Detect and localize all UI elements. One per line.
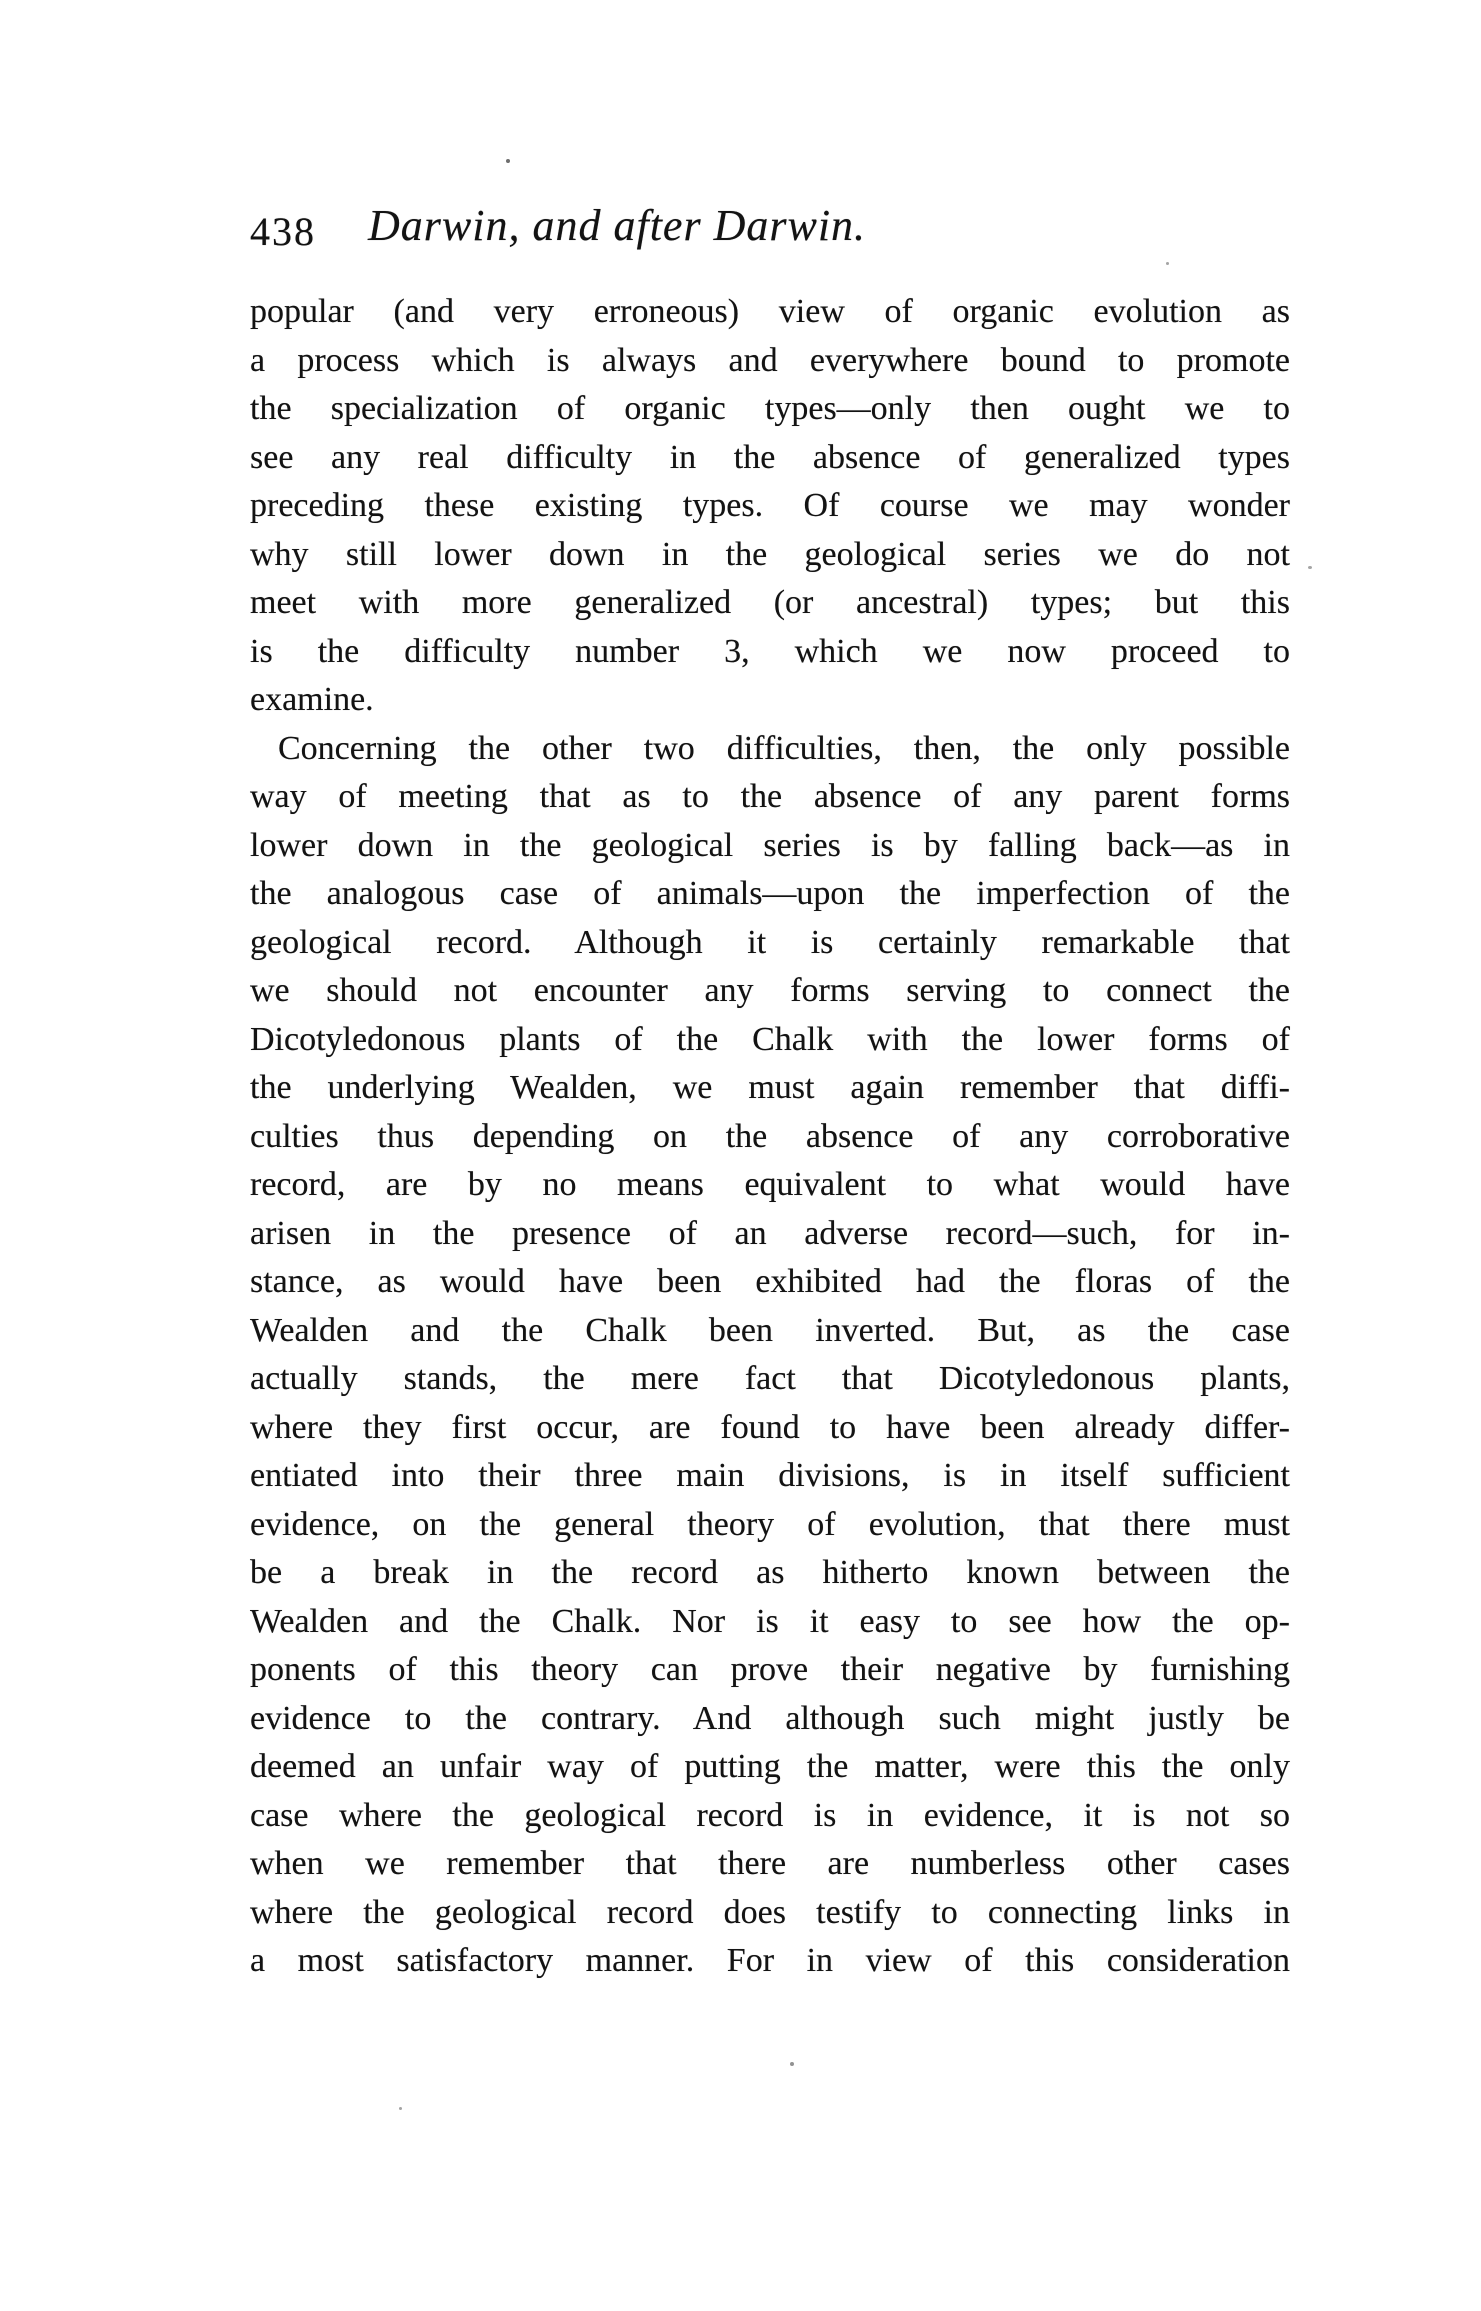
text-line: the underlying Wealden, we must again remember that diffi- <box>250 1069 1290 1106</box>
scan-speck <box>399 2107 402 2110</box>
text-line: entiated into their three main divisions, is in itself sufficient <box>250 1457 1290 1494</box>
text-block <box>250 288 1290 1986</box>
text-line: Wealden and the Chalk been inverted. But, as the case <box>250 1311 1290 1349</box>
text-line: is the difficulty number 3, which we now proceed to <box>250 632 1290 670</box>
text-line: evidence to the contrary. And although such might justly be <box>250 1699 1290 1737</box>
text-line: arisen in the presence of an adverse record—such, for in- <box>250 1214 1290 1252</box>
running-title: Darwin, and after Darwin. <box>368 201 867 250</box>
text-line: where the geological record does testify to connecting links in <box>250 1893 1290 1931</box>
scan-speck <box>1166 262 1169 265</box>
text-line: when we remember that there are numberless other cases <box>250 1845 1290 1882</box>
text-line: preceding these existing types. Of course we may wonder <box>250 487 1290 524</box>
text-line: Dicotyledonous plants of the Chalk with the lower forms of <box>250 1020 1290 1058</box>
text-line: way of meeting that as to the absence of any parent forms <box>250 778 1290 815</box>
text-line: lower down in the geological series is by falling back—as in <box>250 826 1290 864</box>
text-line: evidence, on the general theory of evolution, that there must <box>250 1505 1290 1543</box>
text-line: why still lower down in the geological series we do not <box>250 535 1290 573</box>
scan-speck <box>506 159 510 163</box>
text-line: be a break in the record as hitherto known between the <box>250 1554 1290 1591</box>
text-line: deemed an unfair way of putting the matter, were this the only <box>250 1748 1290 1785</box>
text-line: the analogous case of animals—upon the imperfection of the <box>250 875 1290 912</box>
text-line: Concerning the other two difficulties, then, the only possible <box>278 729 1290 767</box>
text-line: a most satisfactory manner. For in view of this consideration <box>250 1942 1290 1979</box>
page-header <box>250 200 1290 256</box>
text-line: culties thus depending on the absence of any corroborative <box>250 1117 1290 1155</box>
page-number: 438 <box>250 209 316 254</box>
text-line: case where the geological record is in evidence, it is not so <box>250 1796 1290 1834</box>
text-line: record, are by no means equivalent to what would have <box>250 1166 1290 1203</box>
text-line: the specialization of organic types—only then ought we to <box>250 390 1290 427</box>
text-line: geological record. Although it is certainly remarkable that <box>250 923 1290 961</box>
text-line: where they first occur, are found to have been already differ- <box>250 1408 1290 1446</box>
text-line: we should not encounter any forms serving to connect the <box>250 972 1290 1009</box>
text-line: ponents of this theory can prove their negative by furnishing <box>250 1651 1290 1688</box>
text-line: examine. <box>250 681 374 718</box>
text-line: popular (and very erroneous) view of organic evolution as <box>250 293 1290 330</box>
scan-speck <box>1308 566 1312 569</box>
scan-speck <box>790 2062 794 2066</box>
text-line: stance, as would have been exhibited had the floras of the <box>250 1263 1290 1300</box>
text-line: a process which is always and everywhere bound to promote <box>250 341 1290 379</box>
text-line: Wealden and the Chalk. Nor is it easy to see how the op- <box>250 1602 1290 1640</box>
text-line: meet with more generalized (or ancestral) types; but this <box>250 584 1290 621</box>
text-line: actually stands, the mere fact that Dicotyledonous plants, <box>250 1360 1290 1397</box>
text-line: see any real difficulty in the absence of generalized types <box>250 438 1290 476</box>
